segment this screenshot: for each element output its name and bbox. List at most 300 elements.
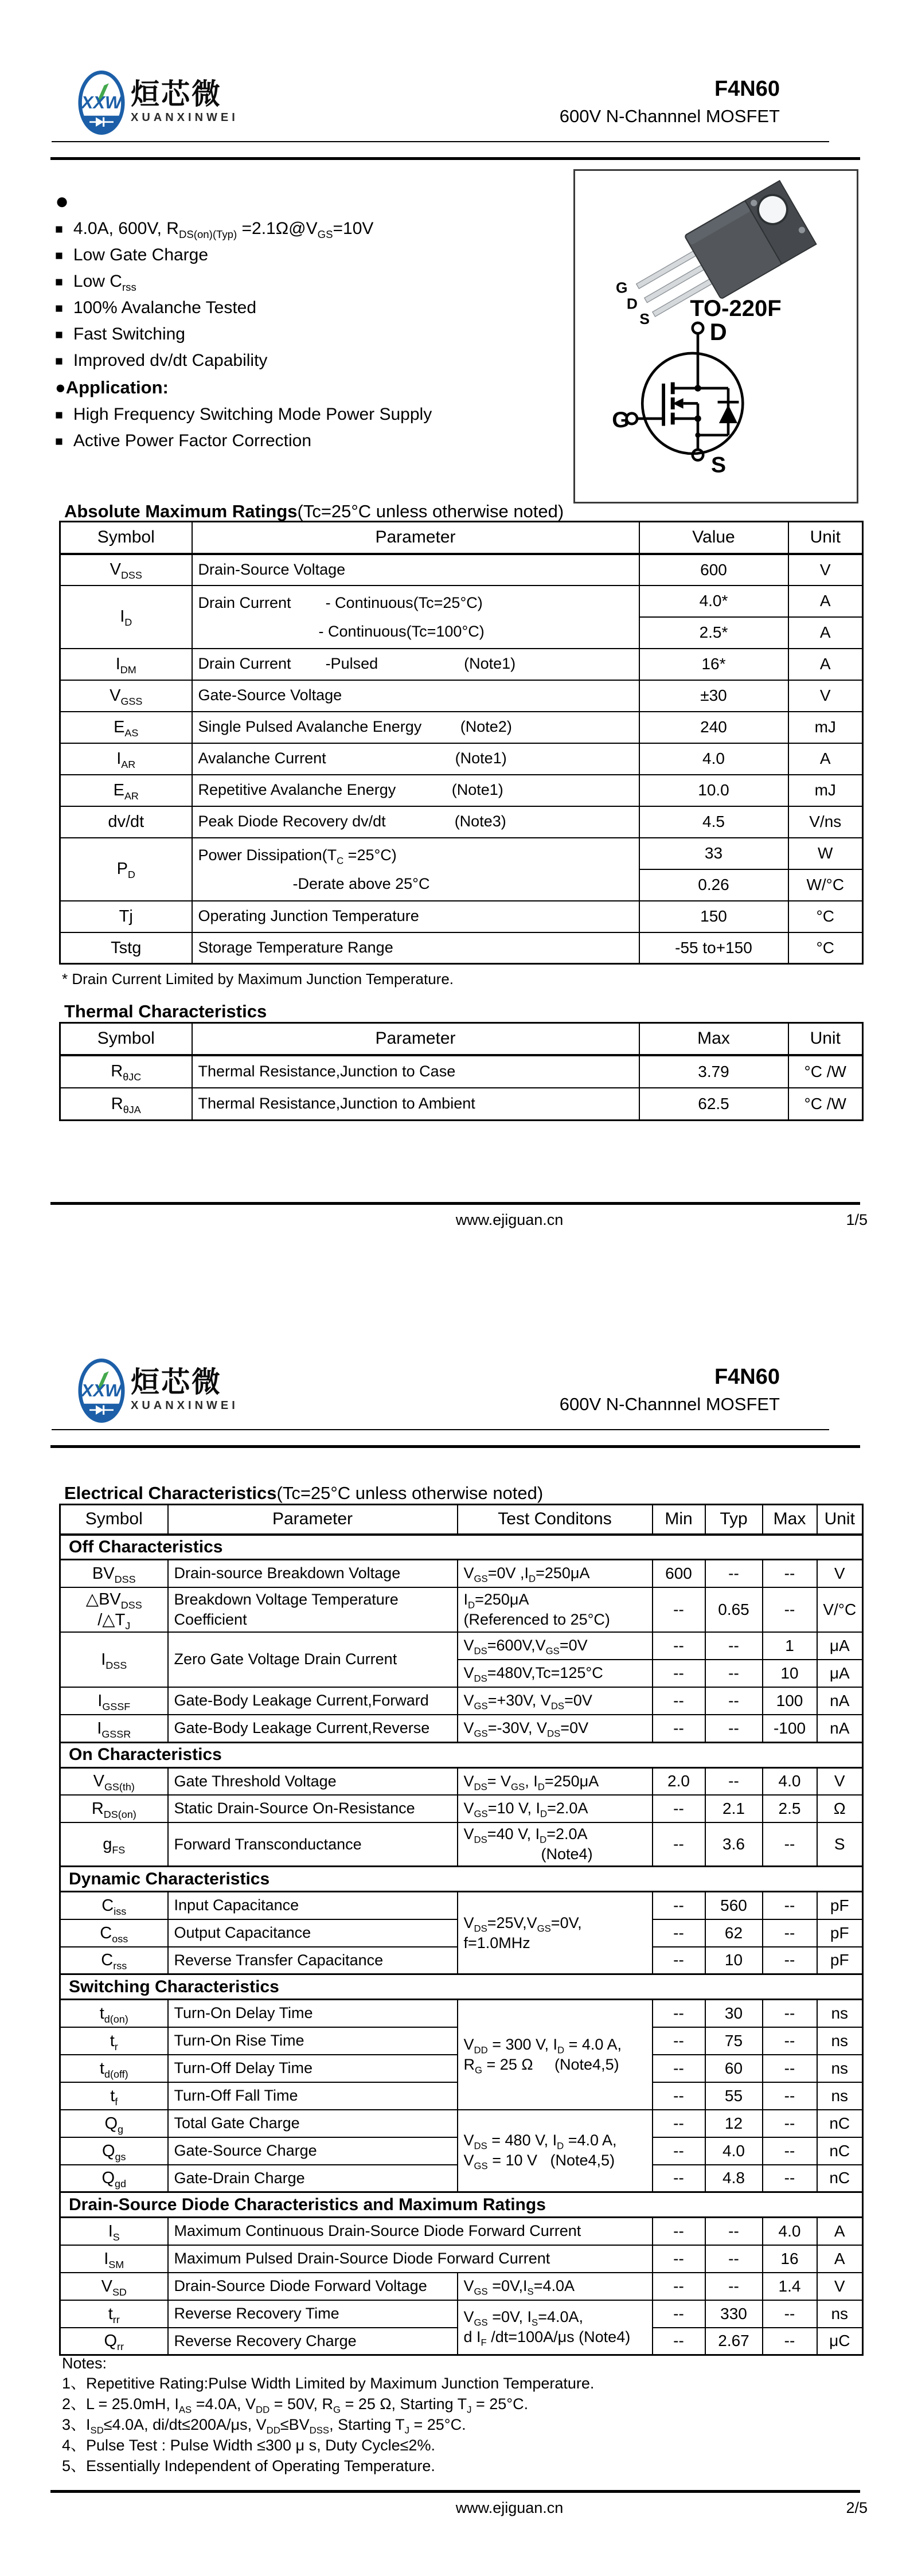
table-cell: mJ: [788, 712, 863, 743]
elec-title-text: Electrical Characteristics: [64, 1483, 277, 1503]
table-cell: Input Capacitance: [168, 1892, 458, 1919]
table-row: [60, 649, 863, 680]
footer-url: www.ejiguan.cn: [455, 2499, 564, 2516]
table-cell: pF: [817, 1919, 863, 1947]
footer-page-number: 2/5: [846, 2499, 868, 2516]
table-cell: -55 to+150: [639, 932, 788, 964]
table-cell: nA: [817, 1715, 863, 1742]
table-cell: $C_{iss}$: [60, 1892, 168, 1919]
table-cell: ns: [817, 2055, 863, 2082]
table-cell: $V_{SD}$: [60, 2273, 168, 2300]
table-cell: 4.5: [639, 806, 788, 838]
table-cell: --: [653, 2273, 705, 2300]
abs-max-title-text: Absolute Maximum Ratings: [64, 501, 298, 521]
package-pin-label-g: G: [616, 279, 628, 296]
table-cell: Maximum Continuous Drain-Source Diode Forward Current: [168, 2218, 653, 2245]
table-cell: 2.67: [705, 2328, 763, 2355]
table-row: [60, 2000, 863, 2027]
table-cell: $V_{GS(th)}$: [60, 1767, 168, 1795]
table-cell: $E_{AS}$: [60, 712, 192, 743]
table-cell: --: [653, 2000, 705, 2027]
brand-logo: [78, 69, 239, 136]
table-cell: Drain-Source Diode Forward Voltage: [168, 2273, 458, 2300]
table-cell: Power $Dissipation(T_C =25^\circ C)$ -Derate above 25°C: [192, 838, 639, 901]
table-cell: Turn-Off Fall Time: [168, 2082, 458, 2110]
table-row: [60, 1587, 863, 1633]
table-cell: --: [653, 2110, 705, 2137]
application-item: [55, 401, 560, 428]
section-header: Switching Characteristics: [60, 1974, 863, 2000]
note-item: 4、Pulse Test : Pulse Width ≤300 μ s, Duty Cycle≤2%.: [62, 2437, 435, 2454]
square-bullet-icon: ■: [55, 353, 63, 368]
table-row: [60, 743, 863, 775]
table-cell: --: [705, 2218, 763, 2245]
column-header: Unit: [788, 1023, 863, 1055]
symbol-label-g: G: [612, 407, 630, 432]
table-row: [60, 1560, 863, 1587]
table-cell: μC: [817, 2328, 863, 2355]
footer-rule: [50, 1202, 860, 1205]
table-cell: 60: [705, 2055, 763, 2082]
table-row: [60, 2245, 863, 2273]
brand-logo: [78, 1357, 239, 1424]
list-item-text: 4.0A, 600V, $R_{DS(on)(Typ)}$ $=2.1\Omega@V_{GS}=10V$: [73, 219, 374, 240]
table-cell: $t_{rr}$: [60, 2300, 168, 2328]
table-cell: $I_D$: [60, 586, 192, 649]
brand-text: [131, 1357, 239, 1412]
table-cell: dv/dt: [60, 806, 192, 838]
table-cell: --: [705, 1632, 763, 1660]
table-cell: 4.8: [705, 2165, 763, 2192]
footer-rule: [50, 2490, 860, 2493]
table-cell: V: [817, 1767, 863, 1795]
square-bullet-icon: ■: [55, 327, 63, 342]
doc-subtitle: 600V N-Channnel MOSFET: [559, 106, 780, 126]
table-cell: °C /W: [788, 1055, 863, 1088]
list-item-text: Low $C_{rss}$: [73, 272, 136, 293]
table-cell: $I_{DSS}$: [60, 1632, 168, 1687]
table-cell: --: [763, 2110, 817, 2137]
table-cell: W/°C: [788, 869, 863, 901]
table-cell: --: [653, 2328, 705, 2355]
package-name: TO-220F: [690, 296, 782, 321]
features-section: [55, 187, 560, 454]
table-cell: V: [817, 2273, 863, 2300]
table-cell: 4.0: [639, 743, 788, 775]
square-bullet-icon: ■: [55, 407, 63, 422]
table-cell: 4.0: [763, 1767, 817, 1795]
table-cell: --: [763, 1587, 817, 1633]
table-cell: --: [763, 2027, 817, 2055]
thermal-table: [59, 1022, 864, 1121]
table-cell: --: [653, 2055, 705, 2082]
table-cell: °C /W: [788, 1088, 863, 1121]
table-cell: Total Gate Charge: [168, 2110, 458, 2137]
thermal-title-text: Thermal Characteristics: [64, 1001, 267, 1021]
table-cell: --: [705, 1660, 763, 1687]
application-title: ●Application:: [55, 377, 169, 397]
table-cell: $Q_{gs}$: [60, 2137, 168, 2165]
table-cell: --: [705, 1687, 763, 1715]
table-cell: Gate-Source Charge: [168, 2137, 458, 2165]
logo-monogram: XXW: [81, 92, 122, 113]
part-number: F4N60: [714, 77, 780, 101]
table-cell: Gate-Source Voltage: [192, 680, 639, 712]
abs-max-footnote: * Drain Current Limited by Maximum Junction Temperature.: [62, 970, 454, 988]
footer-url: www.ejiguan.cn: [455, 1211, 564, 1228]
table-cell: $P_D$: [60, 838, 192, 901]
table-cell: $V_{GS} =0V,I_S=4.0A$: [458, 2273, 653, 2300]
table-cell: $V_{GS}=0V$ $,I_D=250\mu A$: [458, 1560, 653, 1587]
table-cell: --: [653, 1795, 705, 1822]
table-cell: $V_{DS} = 480$ V, $I_D =4.0$ A, $V_{GS} = 10$ V (Note4,5): [458, 2110, 653, 2192]
table-cell: $Q_{rr}$: [60, 2328, 168, 2355]
table-cell: --: [763, 2082, 817, 2110]
table-cell: Storage Temperature Range: [192, 932, 639, 964]
doc-header: [560, 77, 780, 127]
abs-max-title: [64, 501, 564, 522]
table-cell: --: [653, 1947, 705, 1974]
column-header: Max: [763, 1505, 817, 1535]
table-cell: A: [788, 586, 863, 617]
table-cell: $I_{GSSR}$: [60, 1715, 168, 1742]
table-row: [60, 1632, 863, 1660]
application-item: [55, 428, 560, 454]
table-cell: $V_{GSS}$: [60, 680, 192, 712]
section-header: Drain-Source Diode Characteristics and Maximum Ratings: [60, 2192, 863, 2218]
doc-subtitle: 600V N-Channnel MOSFET: [559, 1394, 780, 1414]
elec-title: [64, 1483, 543, 1504]
package-pin-label-s: S: [639, 310, 650, 327]
feature-item: [55, 268, 560, 295]
table-cell: $C_{oss}$: [60, 1919, 168, 1947]
table-cell: pF: [817, 1892, 863, 1919]
square-bullet-icon: ■: [55, 274, 63, 289]
list-item-text: High Frequency Switching Mode Power Supply: [73, 405, 432, 424]
table-row: [60, 1088, 863, 1121]
table-cell: $t_f$: [60, 2082, 168, 2110]
table-cell: ns: [817, 2300, 863, 2328]
table-cell: --: [705, 1560, 763, 1587]
table-row: [60, 2273, 863, 2300]
table-cell: Tj: [60, 901, 192, 932]
table-cell: V/°C: [817, 1587, 863, 1633]
column-header: Value: [639, 522, 788, 554]
table-cell: 150: [639, 901, 788, 932]
table-cell: Breakdown Voltage Temperature Coefficient: [168, 1587, 458, 1633]
page-2: [0, 1288, 910, 2576]
table-cell: S: [817, 1822, 863, 1867]
column-header: Typ: [705, 1505, 763, 1535]
table-row: [60, 1535, 863, 1560]
abs-max-table: [59, 521, 864, 965]
table-cell: 4.0: [763, 2218, 817, 2245]
logo-monogram: XXW: [81, 1380, 122, 1401]
table-header-row: [60, 1023, 863, 1055]
table-cell: $Q_{gd}$: [60, 2165, 168, 2192]
table-cell: $V_{DSS}$: [60, 554, 192, 586]
table-cell: $I_{AR}$: [60, 743, 192, 775]
elec-title-note: (Tc=25°C unless otherwise noted): [276, 1483, 544, 1503]
table-cell: --: [763, 1919, 817, 1947]
brand-name-cn: 烜芯微: [131, 78, 222, 110]
table-cell: 560: [705, 1892, 763, 1919]
section-header: Dynamic Characteristics: [60, 1867, 863, 1892]
table-cell: ns: [817, 2027, 863, 2055]
table-cell: Output Capacitance: [168, 1919, 458, 1947]
table-cell: 4.0*: [639, 586, 788, 617]
table-cell: A: [788, 649, 863, 680]
table-cell: °C: [788, 932, 863, 964]
logo-oval-icon: [78, 69, 125, 136]
table-row: [60, 1974, 863, 2000]
column-header: Parameter: [168, 1505, 458, 1535]
table-cell: Drain Current - Continuous(Tc=25°C) - Continuous(Tc=100°C): [192, 586, 639, 649]
feature-item: [55, 321, 560, 348]
table-cell: V/ns: [788, 806, 863, 838]
table-cell: μA: [817, 1632, 863, 1660]
table-cell: 2.5*: [639, 617, 788, 649]
table-row: [60, 806, 863, 838]
table-header-row: [60, 522, 863, 554]
table-cell: $R_{\theta JA}$: [60, 1088, 192, 1121]
table-cell: $C_{rss}$: [60, 1947, 168, 1974]
column-header: Min: [653, 1505, 705, 1535]
table-cell: Thermal Resistance,Junction to Ambient: [192, 1088, 639, 1121]
table-cell: --: [653, 2137, 705, 2165]
table-cell: nA: [817, 1687, 863, 1715]
table-cell: --: [653, 1919, 705, 1947]
table-cell: Operating Junction Temperature: [192, 901, 639, 932]
table-row: [60, 1715, 863, 1742]
table-cell: 16*: [639, 649, 788, 680]
table-cell: 10: [763, 1660, 817, 1687]
table-cell: $I_{SM}$: [60, 2245, 168, 2273]
table-cell: Gate-Body Leakage Current,Reverse: [168, 1715, 458, 1742]
table-cell: 30: [705, 2000, 763, 2027]
list-item-text: 100% Avalanche Tested: [73, 298, 257, 317]
symbol-label-s: S: [711, 452, 727, 478]
table-cell: 62: [705, 1919, 763, 1947]
table-cell: $I_D=250\mu A$ (Referenced to 25°C): [458, 1587, 653, 1633]
table-cell: $R_{\theta JC}$: [60, 1055, 192, 1088]
table-cell: A: [817, 2245, 863, 2273]
table-row: [60, 1742, 863, 1767]
applications-list: [55, 401, 560, 454]
column-header: Symbol: [60, 1505, 168, 1535]
table-cell: Drain-Source Voltage: [192, 554, 639, 586]
table-cell: $t_{d(on)}$: [60, 2000, 168, 2027]
thermal-title: [64, 1001, 267, 1022]
table-row: [60, 901, 863, 932]
table-cell: $g_{FS}$: [60, 1822, 168, 1867]
mosfet-symbol: [612, 319, 784, 484]
table-cell: $V_{GS}=+30V$, $V_{DS}=0V$: [458, 1687, 653, 1715]
section-header: Off Characteristics: [60, 1535, 863, 1560]
list-item-text: Fast Switching: [73, 325, 185, 344]
table-cell: --: [653, 1587, 705, 1633]
table-row: [60, 1687, 863, 1715]
table-cell: nC: [817, 2137, 863, 2165]
table-cell: 0.26: [639, 869, 788, 901]
notes-title: Notes:: [62, 2355, 107, 2372]
table-cell: Turn-On Delay Time: [168, 2000, 458, 2027]
table-cell: Peak Diode Recovery dv/dt (Note3): [192, 806, 639, 838]
column-header: Symbol: [60, 1023, 192, 1055]
table-cell: 330: [705, 2300, 763, 2328]
table-cell: μA: [817, 1660, 863, 1687]
square-bullet-icon: ■: [55, 248, 63, 263]
symbol-label-d: D: [709, 319, 727, 345]
table-cell: Thermal Resistance,Junction to Case: [192, 1055, 639, 1088]
header-rule-thin: [52, 141, 829, 142]
feature-item: [55, 242, 560, 268]
logo-oval-icon: [78, 1357, 125, 1424]
table-cell: 62.5: [639, 1088, 788, 1121]
table-row: [60, 1767, 863, 1795]
notes-section: [62, 2353, 594, 2476]
elec-table: [59, 1504, 864, 2356]
table-row: [60, 775, 863, 806]
package-panel: [573, 169, 858, 504]
table-cell: Turn-On Rise Time: [168, 2027, 458, 2055]
list-item-text: Low Gate Charge: [73, 245, 209, 264]
table-cell: --: [653, 1822, 705, 1867]
table-cell: 55: [705, 2082, 763, 2110]
table-cell: W: [788, 838, 863, 869]
abs-max-title-note: (Tc=25°C unless otherwise noted): [297, 501, 564, 521]
table-cell: $V_{DS}=600V,V_{GS}=0V$: [458, 1632, 653, 1660]
table-cell: ±30: [639, 680, 788, 712]
table-cell: 2.1: [705, 1795, 763, 1822]
column-header: Parameter: [192, 522, 639, 554]
table-cell: -100: [763, 1715, 817, 1742]
list-item-text: Active Power Factor Correction: [73, 431, 312, 450]
table-cell: Forward Transconductance: [168, 1822, 458, 1867]
table-cell: --: [653, 2027, 705, 2055]
note-item: 3、$I_{SD}\le 4.0A$, di/dt≤200A/μs, $V_{DD}\le BV_{DSS}$, Starting $T_J = 25^\circ C$.: [62, 2416, 466, 2436]
table-cell: --: [653, 1892, 705, 1919]
brand-name-cn: 烜芯微: [131, 1366, 222, 1398]
table-cell: --: [653, 2082, 705, 2110]
table-cell: --: [763, 1822, 817, 1867]
notes-list: [62, 2373, 594, 2476]
square-bullet-icon: ■: [55, 300, 63, 315]
table-cell: Tstg: [60, 932, 192, 964]
table-cell: $V_{DD} = 300$ V, $I_D = 4.0$ A, $R_G = 25$ Ω (Note4,5): [458, 2000, 653, 2110]
table-row: [60, 2192, 863, 2218]
table-cell: 16: [763, 2245, 817, 2273]
table-cell: Gate-Body Leakage Current,Forward: [168, 1687, 458, 1715]
table-cell: --: [705, 1767, 763, 1795]
table-row: [60, 712, 863, 743]
features-list: [55, 216, 560, 374]
table-cell: $V_{DS}=480V,Tc=125^\circ C$: [458, 1660, 653, 1687]
table-cell: --: [653, 1632, 705, 1660]
note-item: 5、Essentially Independent of Operating Temperature.: [62, 2457, 435, 2474]
table-cell: Reverse Recovery Charge: [168, 2328, 458, 2355]
table-cell: 10: [705, 1947, 763, 1974]
table-cell: 33: [639, 838, 788, 869]
table-cell: 4.0: [705, 2137, 763, 2165]
table-cell: --: [763, 2300, 817, 2328]
table-cell: --: [763, 2328, 817, 2355]
table-cell: $t_r$: [60, 2027, 168, 2055]
header-rule-thick: [50, 1445, 860, 1448]
table-row: [60, 2300, 863, 2328]
table-cell: $V_{GS}=10$ V, $I_D=2.0A$: [458, 1795, 653, 1822]
table-cell: --: [763, 2000, 817, 2027]
table-row: [60, 554, 863, 586]
table-cell: Turn-Off Delay Time: [168, 2055, 458, 2082]
table-cell: Drain Current -Pulsed (Note1): [192, 649, 639, 680]
table-cell: --: [763, 1560, 817, 1587]
table-cell: --: [763, 1892, 817, 1919]
table-cell: $I_{DM}$: [60, 649, 192, 680]
table-cell: Drain-source Breakdown Voltage: [168, 1560, 458, 1587]
table-cell: --: [653, 1687, 705, 1715]
table-cell: A: [788, 743, 863, 775]
table-cell: 240: [639, 712, 788, 743]
feature-item: [55, 348, 560, 374]
brand-name-en: XUANXINWEI: [131, 1399, 239, 1412]
table-cell: Static Drain-Source On-Resistance: [168, 1795, 458, 1822]
table-cell: --: [705, 1715, 763, 1742]
note-item: 1、Repetitive Rating:Pulse Width Limited by Maximum Junction Temperature.: [62, 2375, 595, 2392]
column-header: Max: [639, 1023, 788, 1055]
feature-item: [55, 295, 560, 321]
header-rule-thin: [52, 1429, 829, 1430]
column-header: Unit: [817, 1505, 863, 1535]
table-row: [60, 1795, 863, 1822]
table-cell: Zero Gate Voltage Drain Current: [168, 1632, 458, 1687]
table-cell: $E_{AR}$: [60, 775, 192, 806]
table-cell: $t_{d(off)}$: [60, 2055, 168, 2082]
table-cell: 2.5: [763, 1795, 817, 1822]
bullet-icon: ●: [55, 189, 69, 214]
section-header: On Characteristics: [60, 1742, 863, 1767]
table-cell: 3.79: [639, 1055, 788, 1088]
table-row: [60, 1822, 863, 1867]
column-header: Symbol: [60, 522, 192, 554]
table-cell: $I_S$: [60, 2218, 168, 2245]
table-cell: --: [763, 1947, 817, 1974]
list-item-text: Improved dv/dt Capability: [73, 351, 268, 370]
table-cell: 600: [653, 1560, 705, 1587]
table-cell: Reverse Transfer Capacitance: [168, 1947, 458, 1974]
table-cell: ns: [817, 2082, 863, 2110]
table-cell: $V_{DS}=40$ V, $I_D=2.0A$ (Note4): [458, 1822, 653, 1867]
table-cell: Avalanche Current (Note1): [192, 743, 639, 775]
table-cell: ns: [817, 2000, 863, 2027]
table-cell: °C: [788, 901, 863, 932]
table-cell: 10.0: [639, 775, 788, 806]
table-cell: Gate-Drain Charge: [168, 2165, 458, 2192]
table-cell: 1: [763, 1632, 817, 1660]
table-header-row: [60, 1505, 863, 1535]
footer-page-number: 1/5: [846, 1211, 868, 1228]
table-cell: 12: [705, 2110, 763, 2137]
table-cell: --: [763, 2055, 817, 2082]
table-row: [60, 1055, 863, 1088]
table-cell: $BV_{DSS}$: [60, 1560, 168, 1587]
table-row: [60, 2218, 863, 2245]
table-cell: V: [817, 1560, 863, 1587]
table-cell: 3.6: [705, 1822, 763, 1867]
table-cell: nC: [817, 2110, 863, 2137]
column-header: Unit: [788, 522, 863, 554]
table-cell: $\triangle BV_{DSS}$ $/\triangle T_J$: [60, 1587, 168, 1633]
